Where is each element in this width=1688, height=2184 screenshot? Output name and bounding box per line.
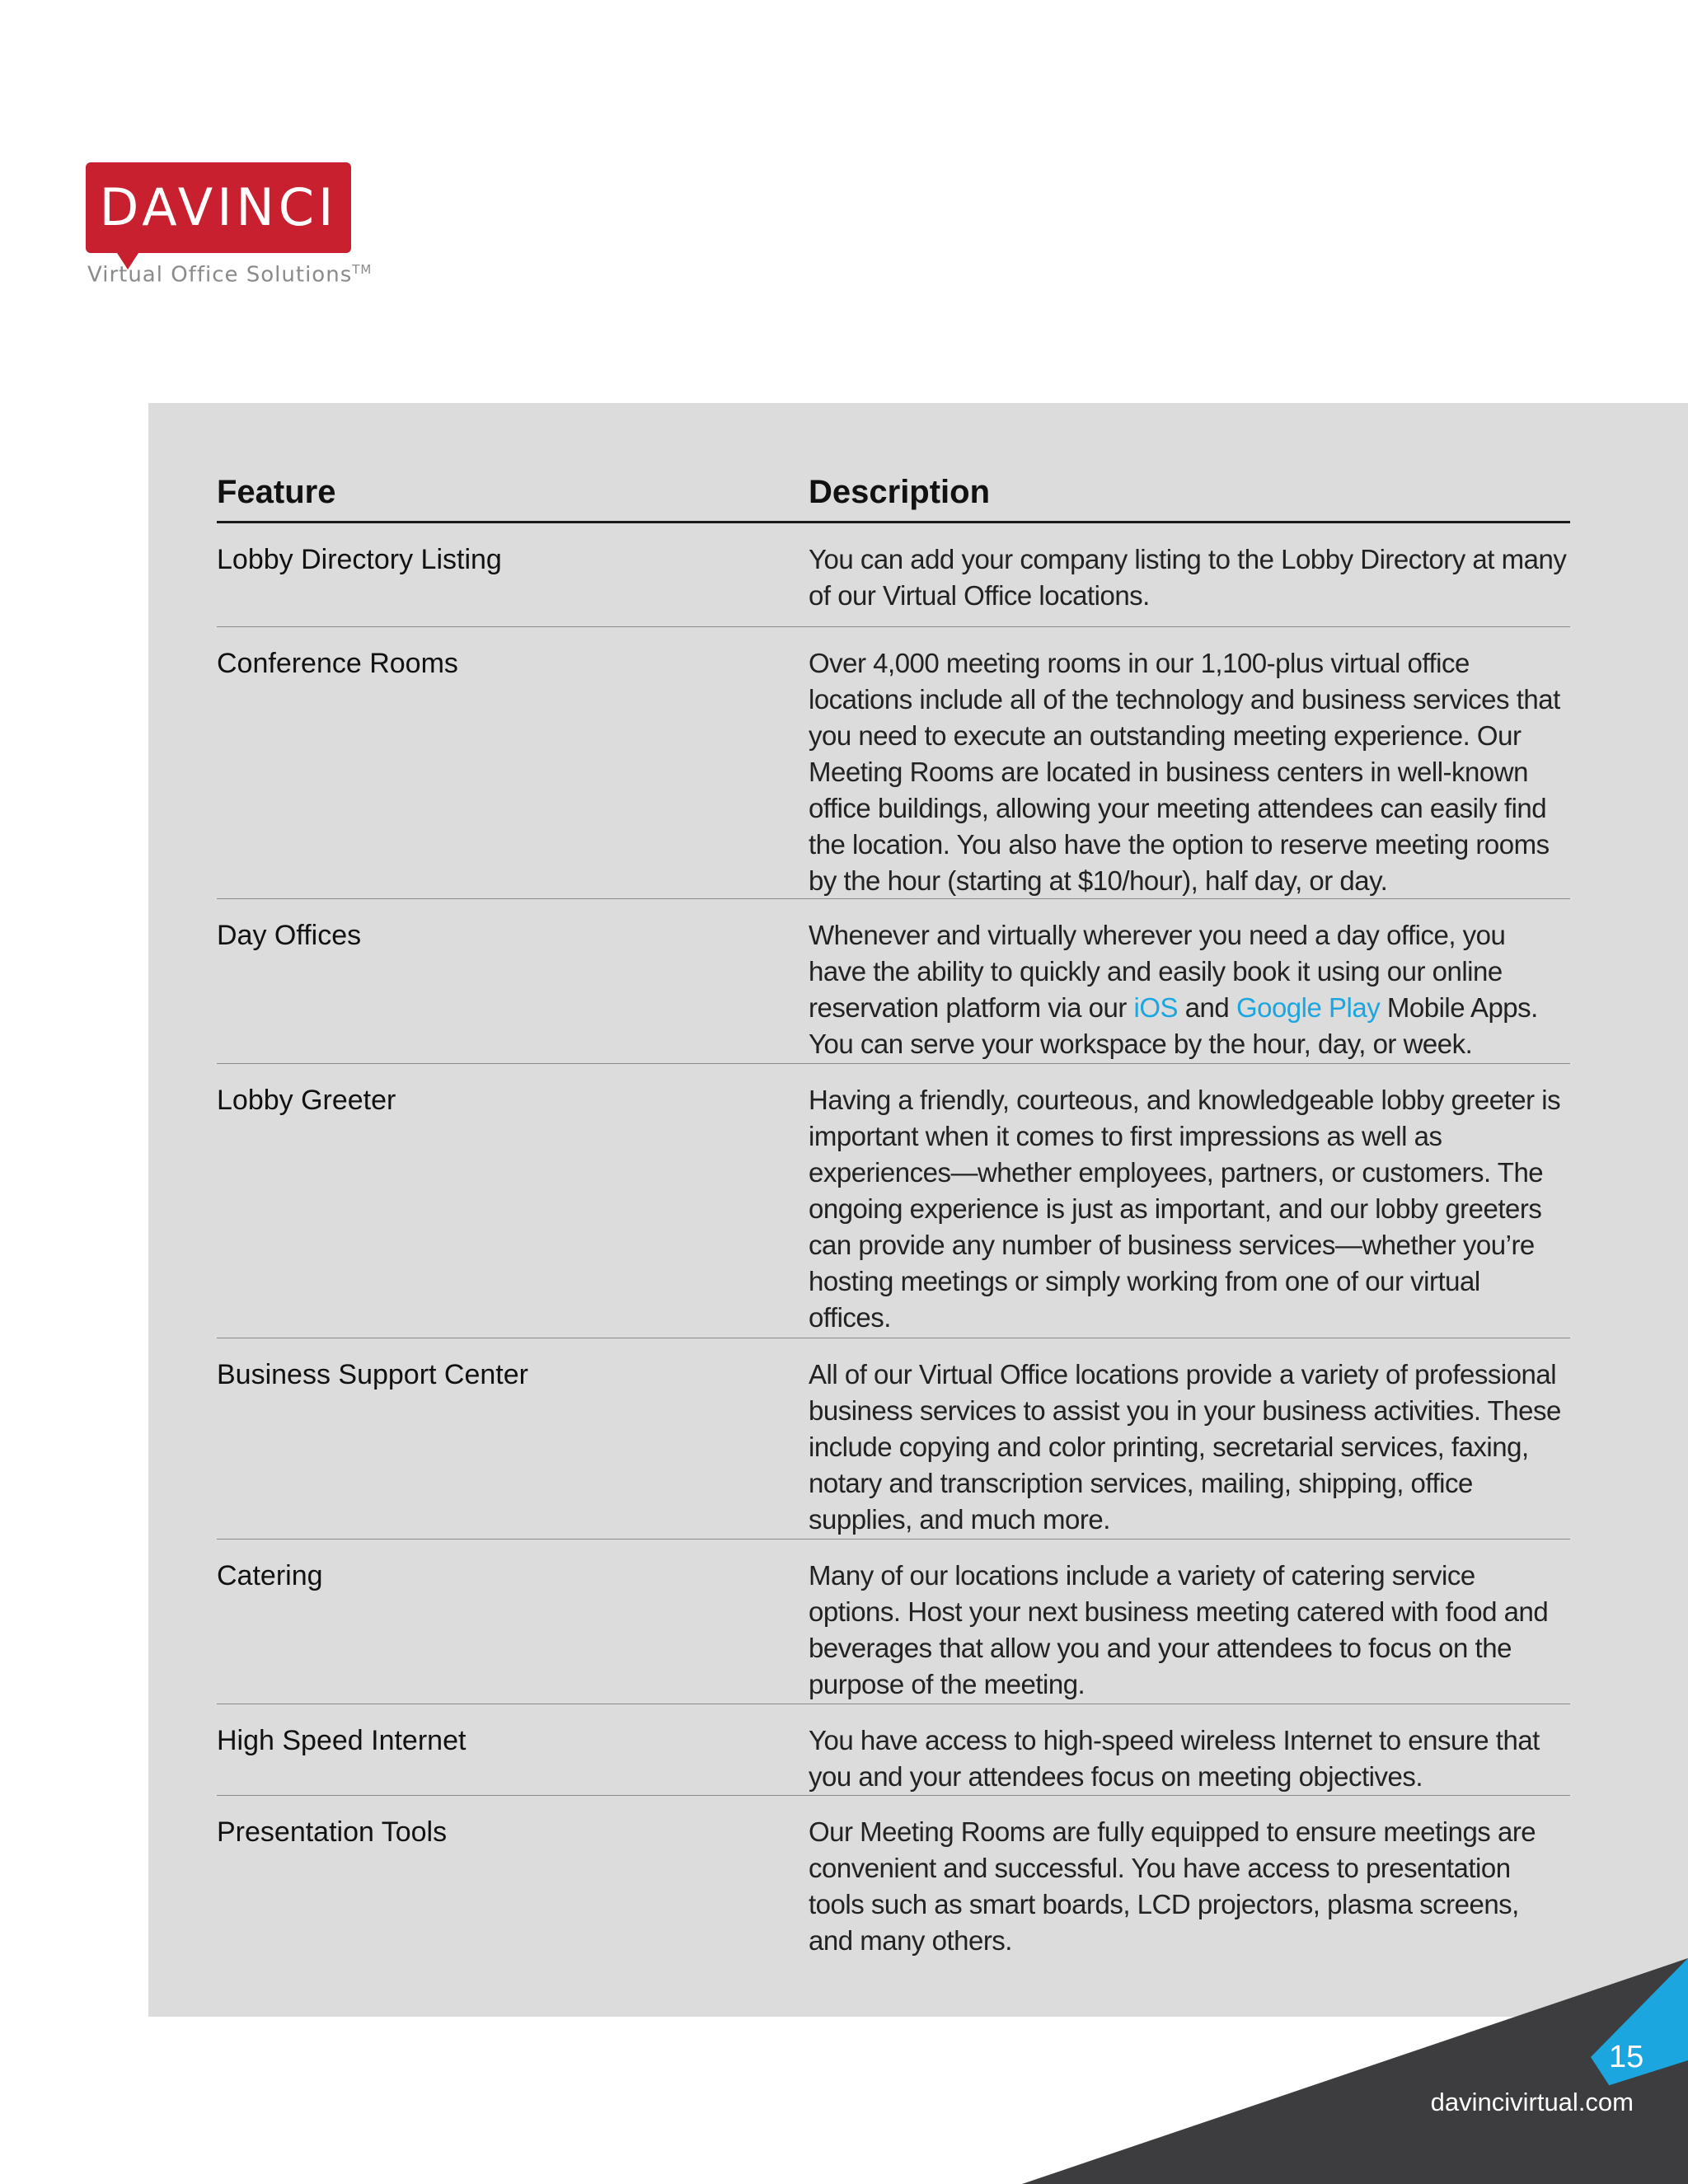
logo-wordmark: DAVINCI <box>99 177 338 237</box>
feature-name: Conference Rooms <box>217 648 458 679</box>
description-text: Mobile Apps. You can serve your workspace by the hour, day, or week. <box>809 992 1538 1059</box>
google-play-link[interactable]: Google Play <box>1236 992 1381 1023</box>
feature-description: All of our Virtual Office locations provide a variety of professional business services to assist you in your business activities. These include copying and color printing, secretarial services, faxing, notary and transcription services, mailing, shipping, office supplies, and much more. <box>809 1359 1561 1535</box>
feature-name: Day Offices <box>217 920 362 951</box>
feature-description: Over 4,000 meeting rooms in our 1,100-plus virtual office locations include all of the technology and business services that you need to execute an outstanding meeting experience. Our Meeting Rooms are located in business centers in well-known office buildings, allowing your meeting attendees can easily find the location. You also have the option to reserve meeting rooms by the hour (starting at $10/hour), half day, or day. <box>809 648 1560 896</box>
ios-link[interactable]: iOS <box>1133 992 1179 1023</box>
feature-name: Presentation Tools <box>217 1816 448 1848</box>
feature-description: You can add your company listing to the Lobby Directory at many of our Virtual Office locations. <box>809 544 1567 611</box>
page-number: 15 <box>1609 2040 1644 2074</box>
feature-description: Having a friendly, courteous, and knowledgeable lobby greeter is important when it comes to first impressions as well as experiences—whether employees, partners, or customers. The ongoing experience is just as important, and our lobby greeters can provide any number of business services—whether you’re hosting meetings or simply working from one of our virtual offices. <box>809 1085 1561 1333</box>
feature-name: Business Support Center <box>217 1359 528 1390</box>
header-description: Description <box>809 474 991 510</box>
trademark-mark: TM <box>352 262 373 277</box>
logo-tagline-text: Virtual Office Solutions <box>87 262 353 288</box>
feature-description: Many of our locations include a variety of catering service options. Host your next business meeting catered with food and beverages that allow you and your attendees to focus on the purpose of the meeting. <box>809 1560 1549 1699</box>
feature-name: High Speed Internet <box>217 1725 467 1756</box>
feature-name: Lobby Directory Listing <box>217 544 502 575</box>
feature-description: Our Meeting Rooms are fully equipped to ensure meetings are convenient and successful. You have access to presentation tools such as smart boards, LCD projectors, plasma screens, and many others. <box>809 1816 1536 1956</box>
feature-name: Lobby Greeter <box>217 1085 396 1116</box>
feature-description: You have access to high-speed wireless Internet to ensure that you and your attendees focus on meeting objectives. <box>809 1725 1540 1792</box>
website-url[interactable]: davincivirtual.com <box>1430 2088 1634 2116</box>
description-text: Whenever and virtually wherever you need a day office, you have the ability to quickly and easily book it using our online reservation platform via our <box>809 920 1506 1023</box>
header-feature: Feature <box>217 474 336 510</box>
description-text: and <box>1178 992 1236 1023</box>
feature-name: Catering <box>217 1560 323 1591</box>
